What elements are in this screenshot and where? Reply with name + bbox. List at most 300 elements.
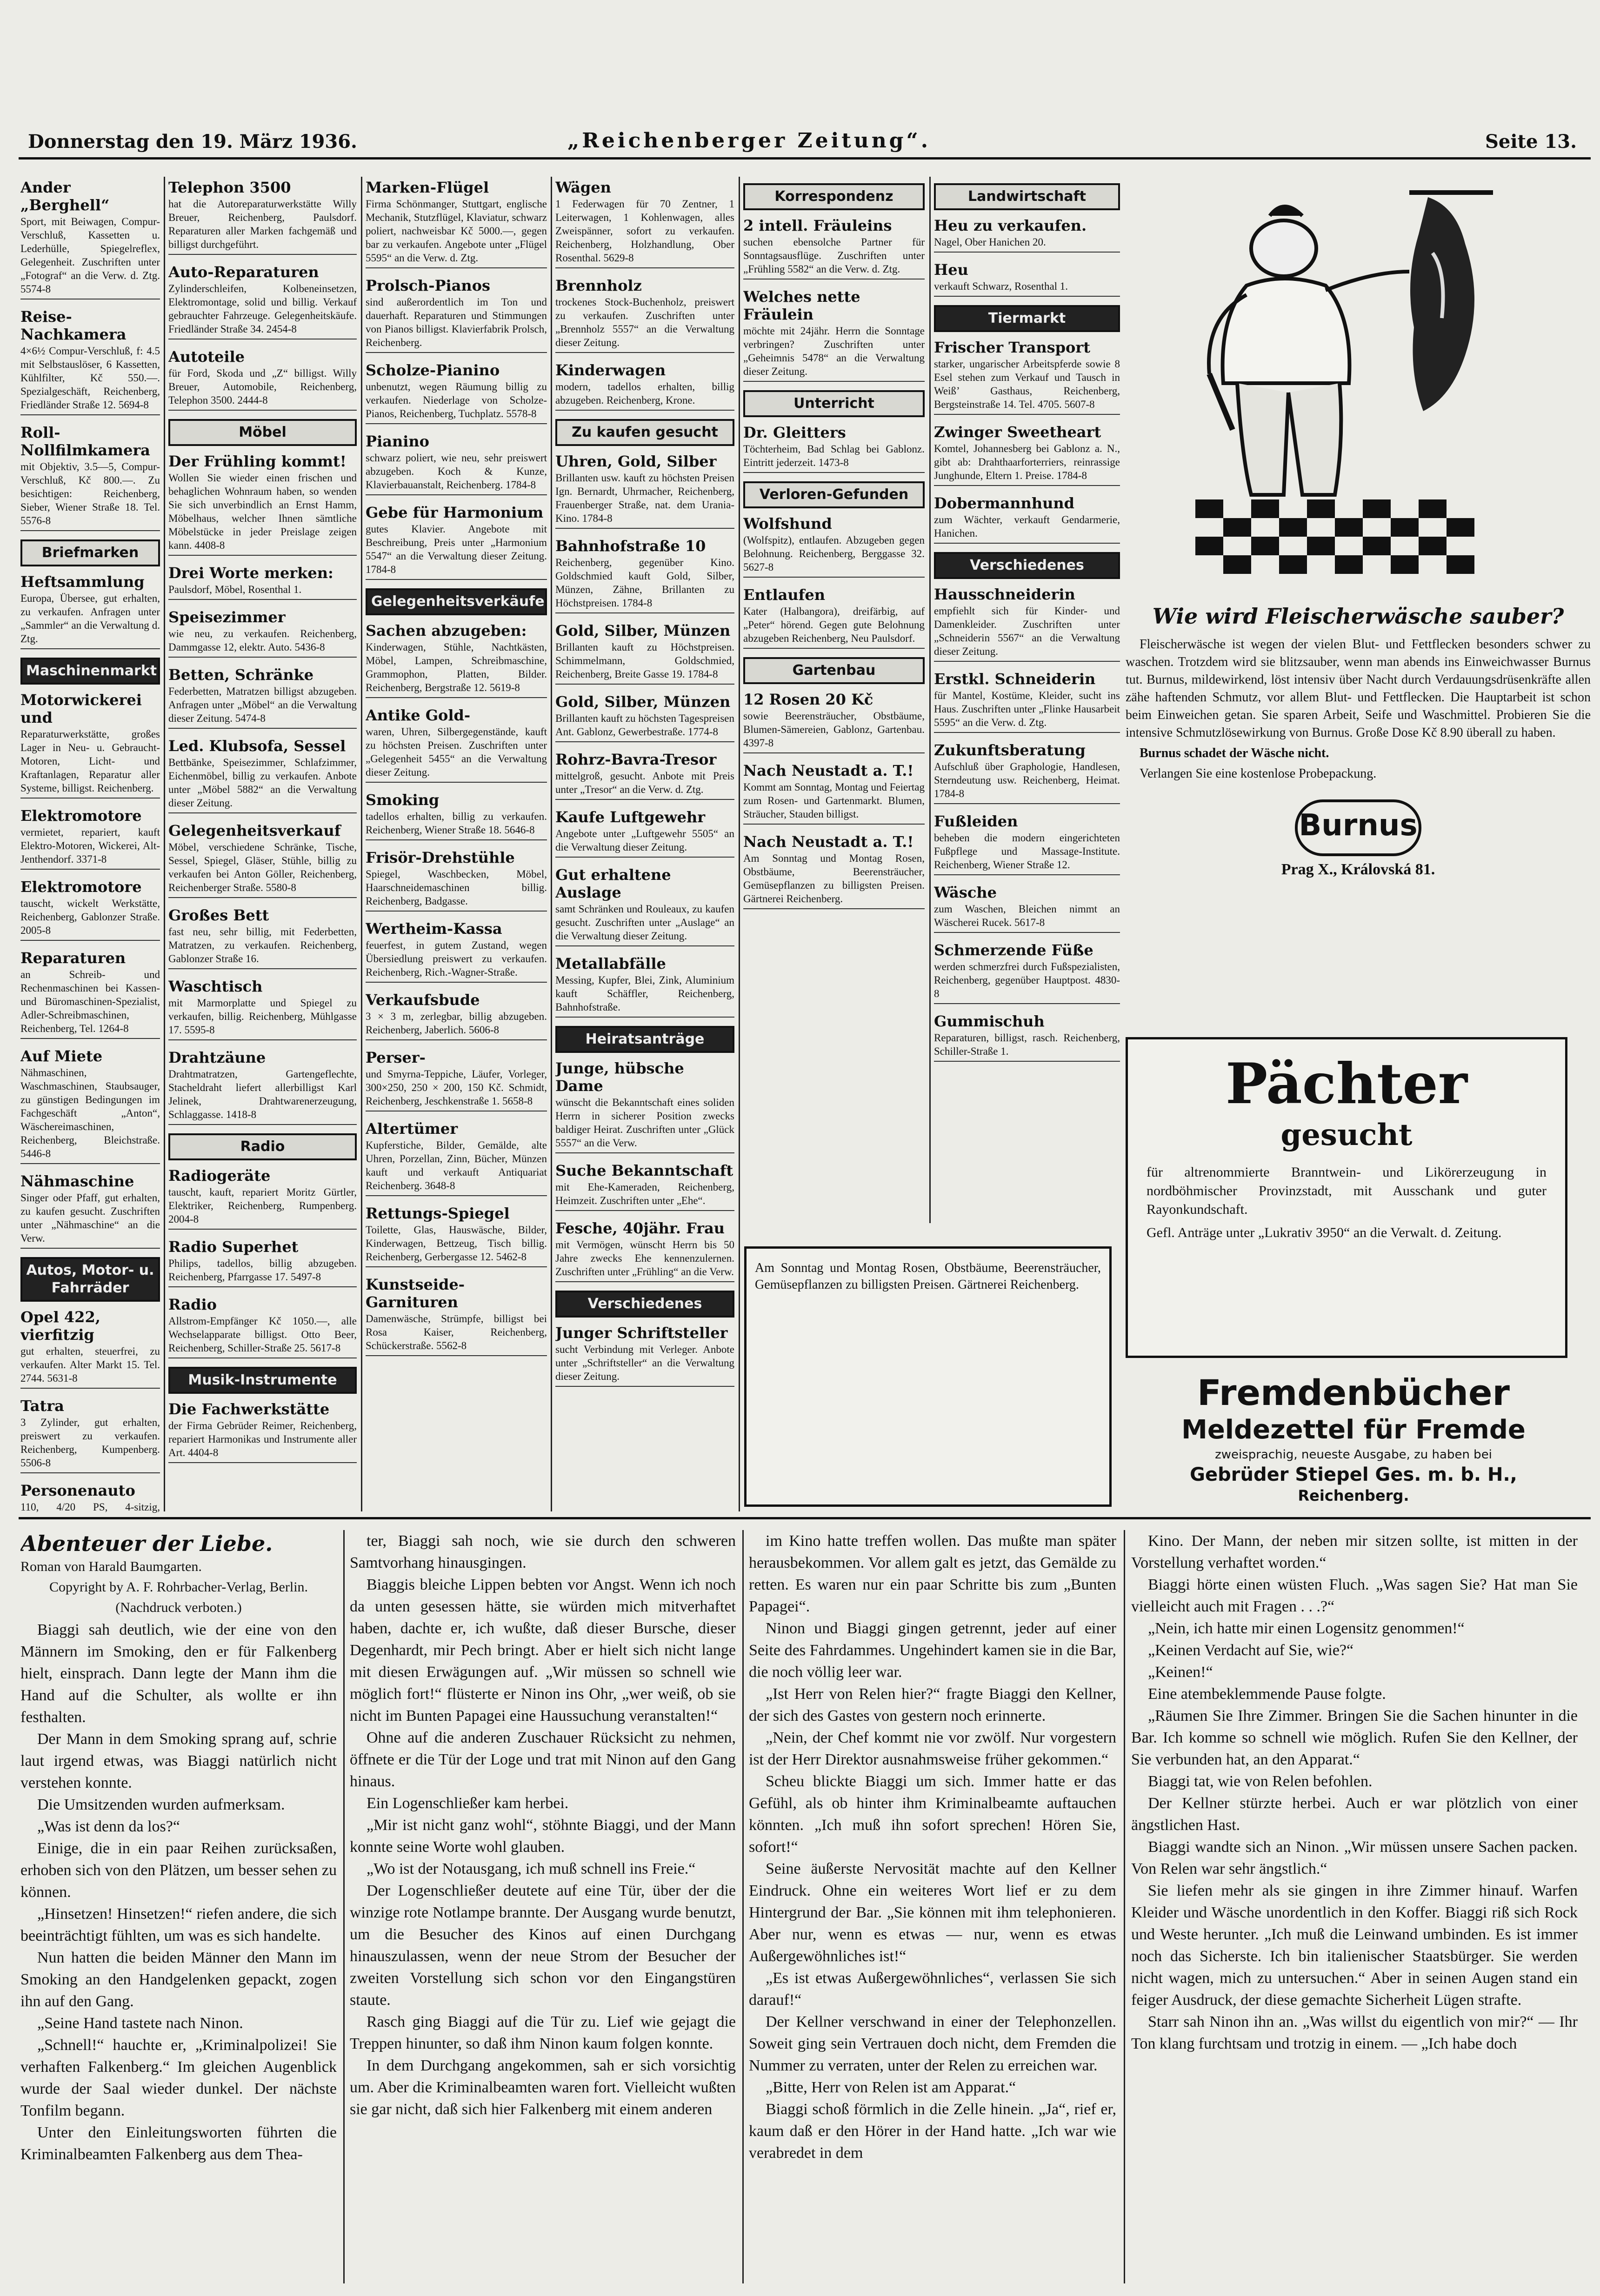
ad-title: Radio Superhet (168, 1238, 299, 1256)
story-paragraph: „Räumen Sie Ihre Zimmer. Bringen Sie die Sachen hinunter in die Bar. Ich komme so schnell wie möglich. Rufen Sie den Kellner, der Sie verbunden hat, an den Apparat.“ (1131, 1707, 1578, 1768)
ad-text: verkauft Schwarz, Rosenthal 1. (934, 280, 1068, 292)
ad-text: Reparaturwerkstätte, großes Lager in Neu- u. Gebraucht-Motoren, Licht- und Kraftanlagen, Reparatur aller Systeme, billigst. Reichenberg. (20, 728, 160, 794)
burnus-logo (1295, 799, 1421, 856)
section-heading: Radio (168, 1133, 357, 1160)
paechter-subhead: gesucht (1280, 1118, 1413, 1152)
classified-ad (934, 741, 1120, 804)
ad-text: Komtel, Johannesberg bei Gablonz a. N., gibt ab: Drahthaarforterriers, reinrassige Junghunde, Eltern 1. Preise. 1784-8 (934, 443, 1120, 481)
section-heading: Briefmarken (20, 539, 160, 566)
classified-ad (934, 812, 1120, 875)
classified-ad (555, 693, 734, 742)
story-paragraph: „Was ist denn da los?“ (37, 1818, 180, 1835)
classifieds-column-4 (555, 179, 734, 1513)
section-heading: Maschinenmarkt (20, 658, 160, 685)
ad-title: Scholze-Pianino (366, 361, 500, 379)
ad-text: an Schreib- und Rechenmaschinen bei Kassen- und Büromaschinen-Spezialist, Adler-Schreibmaschinen, Reichenberg, Tel. 1264-8 (20, 969, 160, 1034)
story-paragraph: Der Kellner stürzte herbei. Auch er war plötzlich von einer ängstlichen Hast. (1131, 1795, 1578, 1834)
classified-ad (366, 706, 547, 783)
ad-text: wünscht die Bekanntschaft eines soliden Herrn in sicherer Position zwecks baldiger Heirat. Zuschriften unter „Glück 5557“ an die Verw. (555, 1097, 734, 1149)
story-paragraph: Kino. Der Mann, der neben mir sitzen sollte, ist mitten in der Vorstellung verhaftet worden.“ (1131, 1532, 1578, 1571)
ad-title: Frischer Transport (934, 339, 1091, 356)
section-heading: Verloren-Gefunden (743, 481, 925, 508)
classified-ad (20, 179, 160, 299)
ad-title: Rettungs-Spiegel (366, 1205, 510, 1222)
column-rule (361, 177, 362, 1511)
story-paragraph: Biaggi sah deutlich, wie der eine von den Männern im Smoking, den er für Falkenberg hielt, einsprach. Dann legte der Mann ihm die Hand auf die Schulter, als wollte er ihn festhalten. (20, 1621, 337, 1726)
classified-ad (366, 791, 547, 840)
ad-text: empfiehlt sich für Kinder- und Damenkleider. Zuschriften unter „Schneiderin 5567“ an die Verwaltung dieser Zeitung. (934, 605, 1120, 657)
ad-text: tadellos erhalten, billig zu verkaufen. Reichenberg, Wiener Straße 18. 5646-8 (366, 811, 547, 836)
story-copyright: Copyright by A. F. Rohrbacher-Verlag, Berlin. (49, 1579, 308, 1595)
story-paragraph: Eine atembeklemmende Pause folgte. (1148, 1685, 1386, 1703)
ad-text: Reichenberg, gegenüber Kino. Goldschmied kauft Gold, Silber, Münzen, Zähne, Brillanten zu Höchstpreisen. 1784-8 (555, 557, 734, 609)
classified-ad (743, 586, 925, 649)
ad-title: Nähmaschine (20, 1172, 134, 1190)
classified-ad (366, 1120, 547, 1196)
ad-title: Hausschneiderin (934, 586, 1075, 603)
issue-date: Donnerstag den 19. März 1936. (28, 131, 357, 153)
ad-text: 1 Federwagen für 70 Zentner, 1 Leiterwagen, 1 Kohlenwagen, alles Zweispänner, sofort zu verkaufen. Reichenberg, Holzhandlung, Ober Rosenthal. 5629-8 (555, 198, 734, 264)
ad-text: 110, 4/20 PS, 4-sitzig, (20, 1501, 160, 1513)
ad-text: Zylinderschleifen, Kolbeneinsetzen, Elektromontage, solid und billig. Verkauf gebrauchter Fahrzeuge. Gelegenheitskäufe. Friedländer Straße 34. 2454-8 (168, 283, 357, 335)
ad-title: Speisezimmer (168, 608, 286, 626)
story-paragraph: „Hinsetzen! Hinsetzen!“ riefen andere, die sich beeinträchtigt fühlten, um was es sich handelte. (20, 1905, 337, 1944)
ad-title: Autoteile (168, 348, 245, 366)
ad-text: Federbetten, Matratzen billigst abzugeben. Anfragen unter „Möbel“ an die Verwaltung dieser Zeitung. 5474-8 (168, 685, 357, 724)
ad-title: Gebe für Harmonium (366, 504, 544, 521)
ad-title: Heu (934, 261, 968, 279)
classified-ad (743, 288, 925, 382)
burnus-logo-text: Burnus (1299, 808, 1418, 843)
ad-text: Wollen Sie wieder einen frischen und behaglichen Wohnraum haben, so wenden Sie sich unverbindlich an Ernst Hamm, Möbelhaus, welcher Ihnen sämtliche Möbelstücke in jeder Preislage zeigen kann. 4408-8 (168, 472, 357, 551)
classified-ad (743, 424, 925, 473)
ad-title: Fesche, 40jähr. Frau (555, 1219, 725, 1237)
section-heading: Landwirtschaft (934, 183, 1120, 210)
ad-title: Brennholz (555, 277, 642, 294)
burnus-slogan: Burnus schadet der Wäsche nicht. (1140, 746, 1329, 760)
ad-text: hat die Autoreparaturwerkstätte Willy Breuer, Reichenberg, Paulsdorf. Reparaturen aller Marken fachgemäß und billigst durchgeführt. (168, 198, 357, 250)
classified-ad (934, 941, 1120, 1004)
ad-text: starker, ungarischer Arbeitspferde sowie 8 Esel stehen zum Verkauf und Tausch in Weiß’ Gasthaus, Reichenberg, Bergsteinstraße 14. Tel. 4705. 5607-8 (934, 358, 1120, 410)
ad-title: Pianino (366, 433, 429, 450)
story-paragraph: Seine äußerste Nervosität machte auf den Kellner Eindruck. Ohne ein weiteres Wort lief er zu dem Hintergrund der Bar. „Sie können mit ihm telephonieren. Aber nur, wenn es etwas — nur, wenn es etwas Außergewöhnliches ist!“ (749, 1860, 1116, 1965)
ad-text: zum Waschen, Bleichen nimmt an Wäscherei Rucek. 5617-8 (934, 903, 1120, 928)
ad-title: Kunstseide-Garnituren (366, 1276, 465, 1311)
ad-title: Auto-Reparaturen (168, 263, 319, 281)
ad-text: Nagel, Ober Hanichen 20. (934, 236, 1046, 248)
story-paragraph: Ein Logenschließer kam herbei. (367, 1795, 569, 1812)
section-heading: Gelegenheitsverkäufe (366, 588, 547, 615)
paechter-body: für altrenommierte Branntwein- und Likörerzeugung in nordböhmischer Provinzstadt, mit Ausschank und guter Rayonkundschaft. (1147, 1165, 1547, 1217)
ad-text: trockenes Stock-Buchenholz, preiswert zu verkaufen. Zuschriften unter „Brennholz 5557“ an die Verwaltung dieser Zeitung. (555, 296, 734, 348)
ad-text: für Ford, Skoda und „Z“ billigst. Willy Breuer, Automobile, Reichenberg, Telephon 3500. 2444-8 (168, 367, 357, 406)
story-paragraph: „Keinen!“ (1148, 1664, 1213, 1681)
ad-text: mit Vermögen, wünscht Herrn bis 50 Jahre zwecks Ehe kennenzulernen. Zuschriften unter „Frühling“ an die Verw. (555, 1239, 734, 1278)
ad-title: Motorwickerei und (20, 691, 142, 726)
ad-title: Smoking (366, 791, 440, 809)
story-paragraph: „Keinen Verdacht auf Sie, wie?“ (1148, 1642, 1354, 1659)
classified-ad (934, 494, 1120, 544)
ad-text: Toilette, Glas, Hauswäsche, Bilder, Kinderwagen, Bettzeug, Tisch billig. Reichenberg, Gerbergasse 12. 5462-8 (366, 1224, 547, 1263)
ad-text: mittelgroß, gesucht. Anbote mit Preis unter „Tresor“ an die Verw. d. Ztg. (555, 770, 734, 795)
ad-text: (Wolfspitz), entlaufen. Abzugeben gegen Belohnung. Reichenberg, Berggasse 32. 5627-8 (743, 534, 925, 573)
ad-title: Junge, hübsche Dame (555, 1059, 684, 1095)
classified-ad (168, 978, 357, 1040)
ad-text: sind außerordentlich im Ton und dauerhaft. Reparaturen und Stimmungen von Pianos billigst. Klavierfabrik Prolsch, Reichenberg. (366, 296, 547, 348)
story-paragraph: Der Kellner verschwand in einer der Telephonzellen. Soweit ging sein Vertrauen doch nicht, dem Fremden die Nummer zu verraten, unter der Relen zu erreichen war. (749, 2013, 1116, 2074)
ad-title: Perser- (366, 1049, 426, 1066)
ad-text: Paulsdorf, Möbel, Rosenthal 1. (168, 584, 302, 595)
ad-title: Wertheim-Kassa (366, 920, 502, 938)
fremdenbuecher-ad (1121, 1372, 1586, 1511)
classified-ad (168, 1167, 357, 1230)
classified-ad (555, 453, 734, 529)
ad-title: Elektromotore (20, 807, 142, 825)
ad-text: Am Sonntag und Montag Rosen, Obstbäume, Beerensträucher, Gemüsepflanzen zu billigsten Preisen. Gärtnerei Reichenberg. (743, 852, 925, 905)
section-heading: Unterricht (743, 390, 925, 417)
running-header (19, 125, 1591, 160)
ad-text: Kupferstiche, Bilder, Gemälde, alte Uhren, Porzellan, Zinn, Bücher, Münzen kauft und verkauft Antiquariat Reichenberg. 3648-8 (366, 1139, 547, 1191)
ad-text: fast neu, sehr billig, mit Federbetten, Matratzen, zu verkaufen. Reichenberg, Gablonzer Straße 16. (168, 926, 357, 965)
story-paragraph: In dem Durchgang angekommen, sah er sich vorsichtig um. Aber die Kriminalbeamten waren fort. Vielleicht wußten sie gar nicht, daß sich hier Falkenberg mit einem anderen (350, 2057, 736, 2118)
column-rule (551, 177, 552, 1511)
ad-title: Kinderwagen (555, 361, 666, 379)
classified-ad (168, 737, 357, 813)
story-paragraph: Unter den Einleitungsworten führten die Kriminalbeamten Falkenberg aus dem Thea- (20, 2124, 337, 2163)
classified-ad (366, 277, 547, 353)
ad-title: Nach Neustadt a. T.! (743, 833, 914, 851)
ad-text: Europa, Übersee, gut erhalten, zu verkaufen. Anfragen unter „Sammler“ an die Verwaltung d. Ztg. (20, 592, 160, 645)
ad-title: Wäsche (934, 884, 997, 901)
story-paragraph: „Seine Hand tastete nach Ninon. (37, 2015, 243, 2032)
classified-ad (168, 348, 357, 411)
classified-ad (168, 179, 357, 255)
ad-text: suchen ebensolche Partner für Sonntagsausflüge. Zuschriften unter „Frühling 5582“ an die Verw. d. Ztg. (743, 236, 925, 275)
ad-title: Gummischuh (934, 1012, 1045, 1030)
classified-ad (555, 1324, 734, 1387)
burnus-headline: Wie wird Fleischerwäsche sauber? (1152, 604, 1564, 629)
ad-title: Gold, Silber, Münzen (555, 622, 731, 639)
story-paragraph: Rasch ging Biaggi auf die Tür zu. Lief wie gejagt die Treppen hinunter, so daß ihm Ninon kaum folgen konnte. (350, 2013, 736, 2052)
classified-ad (366, 504, 547, 580)
story-paragraph: Starr sah Ninon ihn an. „Was willst du eigentlich von mir?“ — Ihr Ton klang furchtsam und trotzig in einem. — „Ich habe doch (1131, 2013, 1578, 2052)
classified-ad (555, 1162, 734, 1211)
section-heading: Tiermarkt (934, 305, 1120, 332)
ad-text: Damenwäsche, Strümpfe, billigst bei Rosa Kaiser, Reichenberg, Schückerstraße. 5562-8 (366, 1313, 547, 1351)
ad-text: Angebote unter „Luftgewehr 5505“ an die Verwaltung dieser Zeitung. (555, 828, 734, 853)
ad-title: Drahtzäune (168, 1049, 266, 1066)
classifieds-column-6 (934, 179, 1120, 1216)
classified-ad (934, 884, 1120, 933)
column-rule (1124, 1530, 1125, 2283)
paechter-headline: Pächter (1225, 1051, 1468, 1117)
story-paragraph: „Es ist etwas Außergewöhnliches“, verlassen Sie sich darauf!“ (749, 1970, 1116, 2009)
classified-ad (168, 1400, 357, 1463)
ad-text: gutes Klavier. Angebote mit Beschreibung, Preis unter „Harmonium 5547“ an die Verwaltung dieser Zeitung. 1784-8 (366, 523, 547, 575)
classified-ad (366, 991, 547, 1040)
classified-ad (555, 1059, 734, 1153)
classified-ad (20, 308, 160, 415)
ad-title: 12 Rosen 20 Kč (743, 691, 873, 708)
classified-ad (366, 179, 547, 268)
story-column-2 (350, 1530, 736, 2274)
burnus-body: Fleischerwäsche ist wegen der vielen Blut- und Fettflecken besonders schwer zu waschen. Trotzdem wird sie blitzsauber, wenn man abends ins Einweichwasser Burnus tut. Burnus, mildewirkend, löst intensiv über Nacht durch Verdauungsdrüsenkräfte allen zähe haftenden Schmutz, vor allem Blut- und Fettflecken. Die Hauptarbeit ist schon beim Einweichen getan. Sie sparen Arbeit, Seife und Waschmittel. Probieren Sie die intensive Schmutzlösewirkung von Burnus. Große Dose Kč 8.90 überall zu haben. (1126, 637, 1591, 740)
ad-title: Radiogeräte (168, 1167, 271, 1185)
ad-title: Die Fachwerkstätte (168, 1400, 330, 1418)
ad-text: Sport, mit Beiwagen, Compur-Verschluß, Kassetten u. Lederhülle, Spiegelreflex, Gelegenheit. Zuschriften unter „Fotograf“ an die Verw. d. Ztg. 5574-8 (20, 216, 160, 295)
ad-text: mit Marmorplatte und Spiegel zu verkaufen, billig. Reichenberg, Mühlgasse 17. 5595-8 (168, 997, 357, 1036)
story-paragraph: „Wo ist der Notausgang, ich muß schnell ins Freie.“ (367, 1860, 696, 1877)
classified-ad (20, 878, 160, 941)
classified-ad (555, 866, 734, 946)
story-paragraph: Ohne auf die anderen Zuschauer Rücksicht zu nehmen, öffnete er die Tür der Loge und trat mit Ninon auf den Gang hinaus. (350, 1729, 736, 1790)
story-column-3 (749, 1530, 1116, 2274)
story-paragraph: ter, Biaggi sah noch, wie sie durch den schweren Samtvorhang hinausgingen. (350, 1532, 736, 1571)
ad-title: Drei Worte merken: (168, 564, 333, 582)
classified-ad (20, 1397, 160, 1473)
ad-title: Waschtisch (168, 978, 263, 995)
classified-ad (168, 1049, 357, 1125)
story-paragraph: „Ist Herr von Relen hier?“ fragte Biaggi den Kellner, der sich des Gastes von gestern noch erinnerte. (749, 1685, 1116, 1724)
classified-ad (555, 622, 734, 685)
ad-text: feuerfest, in gutem Zustand, wegen Übersiedlung preiswert zu verkaufen. Reichenberg, Rich.-Wagner-Straße. (366, 939, 547, 978)
ad-title: Elektromotore (20, 878, 142, 896)
story-paragraph: „Nein, der Chef kommt nie vor zwölf. Nur vorgestern ist der Herr Direktor ausnahmsweise früher gekommen.“ (749, 1729, 1116, 1768)
story-paragraph: Biaggi hörte einen wüsten Fluch. „Was sagen Sie? Hat man Sie vielleicht auch mit Fragen . . .?“ (1131, 1576, 1578, 1615)
ad-title: Schmerzende Füße (934, 941, 1093, 959)
ad-text: tauscht, wickelt Werkstätte, Reichenberg, Gablonzer Straße. 2005-8 (20, 898, 160, 936)
ad-title: Prolsch-Pianos (366, 277, 491, 294)
classified-ad (20, 1172, 160, 1249)
ad-text: wie neu, zu verkaufen. Reichenberg, Dammgasse 12, elektr. Auto. 5436-8 (168, 628, 357, 653)
classified-ad (934, 261, 1120, 297)
ad-text: Möbel, verschiedene Schränke, Tische, Sessel, Spiegel, Gläser, Stühle, billig zu verkaufen bei Anton Göller, Reichenberg, Reichenberger Straße. 5580-8 (168, 841, 357, 893)
ad-text: mit Ehe-Kameraden, Reichenberg, Heimzeit. Zuschriften unter „Ehe“. (555, 1181, 734, 1206)
classifieds-column-2 (168, 179, 357, 1513)
section-heading: Zu kaufen gesucht (555, 419, 734, 446)
ad-title: Zwinger Sweetheart (934, 423, 1101, 441)
classifieds-column-5 (743, 179, 925, 1239)
ad-title: Dobermannhund (934, 494, 1074, 512)
ad-title: Zukunftsberatung (934, 741, 1086, 759)
ad-title: Antike Gold- (366, 706, 471, 724)
classified-ad (366, 1276, 547, 1356)
ad-title: Wolfshund (743, 515, 832, 532)
ad-title: Entlaufen (743, 586, 825, 604)
ad-text: Singer oder Pfaff, gut erhalten, zu kaufen gesucht. Zuschriften unter „Nähmaschine“ an die Verw. (20, 1192, 160, 1244)
classified-ad (366, 622, 547, 698)
ad-title: Bahnhofstraße 10 (555, 537, 706, 555)
ad-title: Uhren, Gold, Silber (555, 453, 717, 470)
ad-title: Reise-Nachkamera (20, 308, 127, 343)
ad-title: Kaufe Luftgewehr (555, 808, 706, 826)
meister-ad (744, 1246, 1112, 1507)
classified-ad (20, 807, 160, 870)
ad-title: Led. Klubsofa, Sessel (168, 737, 346, 755)
meister-ad-text: Am Sonntag und Montag Rosen, Obstbäume, Beerensträucher, Gemüsepflanzen zu billigsten Preisen. Gärtnerei Reichenberg. (755, 1261, 1101, 1292)
ad-text: schwarz poliert, wie neu, sehr preiswert abzugeben. Koch & Kunze, Klavierbauanstalt, Reichenberg. 1784-8 (366, 452, 547, 491)
ad-text: tauscht, kauft, repariert Moritz Gürtler, Elektriker, Reichenberg, Rumpenberg. 2004-8 (168, 1186, 357, 1225)
ad-text: Messing, Kupfer, Blei, Zink, Aluminium kauft Schäffler, Reichenberg, Bahnhofstraße. (555, 974, 734, 1013)
story-paragraph: Biaggi wandte sich an Ninon. „Wir müssen unsere Sachen packen. Von Relen war sehr ängstlich.“ (1131, 1838, 1578, 1877)
classified-ad (934, 217, 1120, 253)
story-paragraph: Der Logenschließer deutete auf eine Tür, über der die winzige rote Notlampe brannte. Der Ausgang wurde benutzt, um die Besucher des Kinos auf einen Durchgang hinauszulassen, wenn der neue Strom der Besucher der zweiten Vorstellung sich schon vor den Eingangstüren staute. (350, 1882, 736, 2009)
burnus-address: Prag X., Královská 81. (1281, 861, 1435, 878)
ad-text: für Mantel, Kostüme, Kleider, sucht ins Haus. Zuschriften unter „Flinke Hausarbeit 5595“ an die Verw. d. Ztg. (934, 690, 1120, 728)
section-heading: Verschiedenes (555, 1291, 734, 1318)
classified-ad (20, 949, 160, 1039)
classified-ad (20, 424, 160, 531)
classified-ad (555, 361, 734, 411)
story-paragraph: Biaggis bleiche Lippen bebten vor Angst. Wenn ich noch da unten gesessen hätte, sie würden mich mitverhaftet haben, dachte er, ich wußte, daß dieser Bursche, dieser Degenhardt, mir Pech bringt. Aber er hielt sich nicht lange mit diesen Erwägungen auf. „Wir müssen so schnell wie möglich fort!“ flüsterte er Ninon ins Ohr, „wer weiß, ob sie nicht im Bunten Papagei eine Haussuchung veranstalten!“ (350, 1576, 736, 1724)
story-paragraph: „Schnell!“ hauchte er, „Kriminalpolizei! Sie verhaften Falkenberg.“ Im gleichen Augenblick wurde der Saal wieder dunkel. Der nächste Tonfilm begann. (20, 2036, 337, 2119)
ad-title: Nach Neustadt a. T.! (743, 762, 914, 779)
fremden-line2: Meldezettel für Fremde (1181, 1415, 1526, 1445)
story-column-4 (1131, 1530, 1578, 2274)
classified-ad (366, 920, 547, 983)
story-column-1 (20, 1530, 337, 2274)
story-paragraph: Einige, die in ein paar Reihen zurücksaßen, erhoben sich von den Plätzen, um besser sehen zu können. (20, 1840, 337, 1901)
classified-ad (20, 573, 160, 649)
classified-ad (366, 849, 547, 912)
ad-title: Wägen (555, 179, 611, 196)
ad-title: Gut erhaltene Auslage (555, 866, 671, 901)
ad-title: Verkaufsbude (366, 991, 480, 1009)
ad-title: Großes Bett (168, 906, 269, 924)
ad-title: Dr. Gleitters (743, 424, 846, 441)
paper-name: „Reichenberger Zeitung“. (567, 129, 931, 153)
story-paragraph: im Kino hatte treffen wollen. Das mußte man später herausbekommen. Vor allem galt es jetzt, das Gemälde zu retten. Es waren nur ein paar Schritte bis zum „Bunten Papagei“. (749, 1532, 1116, 1615)
ad-text: samt Schränken und Rouleaux, zu kaufen gesucht. Zuschriften unter „Auslage“ an die Verwaltung dieser Zeitung. (555, 903, 734, 942)
checkered-floor (1195, 499, 1474, 574)
section-heading: Gartenbau (743, 657, 925, 684)
classified-ad (934, 423, 1120, 486)
butcher-illustration (1130, 179, 1530, 597)
page-number: Seite 13. (1485, 131, 1577, 153)
classified-ad (555, 955, 734, 1018)
ad-title: Radio (168, 1296, 217, 1313)
classified-ad (168, 1296, 357, 1358)
story-paragraph: Die Umsitzenden wurden aufmerksam. (37, 1796, 285, 1813)
ad-text: beheben die modern eingerichteten Fußpflege und Massage-Institute. Reichenberg, Wiener Straße 12. (934, 832, 1120, 871)
story-paragraph: Der Mann in dem Smoking sprang auf, schrie laut irgend etwas, was Biaggi natürlich nicht verstehen konnte. (20, 1730, 337, 1791)
classified-ad (743, 515, 925, 578)
classified-ad (168, 608, 357, 658)
fremden-line4: Gebrüder Stiepel Ges. m. b. H., (1190, 1464, 1517, 1485)
classified-ad (555, 751, 734, 800)
ad-title: Sachen abzugeben: (366, 622, 527, 639)
ad-title: Ander „Berghell“ (20, 179, 110, 214)
classified-ad (934, 339, 1120, 415)
column-rule (343, 1530, 345, 2283)
classified-ad (168, 1238, 357, 1287)
ad-title: Gold, Silber, Münzen (555, 693, 731, 711)
classified-ad (555, 179, 734, 268)
classified-ad (168, 666, 357, 729)
ad-text: Drahtmatratzen, Gartengeflechte, Stacheldraht liefert allerbilligst Karl Jelinek, Drahtwarenerzeugung, Schlaggasse. 1418-8 (168, 1068, 357, 1120)
section-heading: Möbel (168, 419, 357, 446)
ad-text: Aufschluß über Graphologie, Handlesen, Sterndeutung usw. Reichenberg, Heimat. 1784-8 (934, 761, 1120, 799)
story-title: Abenteuer der Liebe. (20, 1531, 273, 1556)
ad-title: Altertümer (366, 1120, 458, 1138)
ad-title: Rohrz-Bavra-Tresor (555, 751, 717, 768)
ad-text: 3 × 3 m, zerlegbar, billig abzugeben. Reichenberg, Jaberlich. 5606-8 (366, 1011, 547, 1036)
column-rule (929, 177, 931, 1223)
classifieds-column-1 (20, 179, 160, 1513)
ad-text: Kinderwagen, Stühle, Nachtkästen, Möbel, Lampen, Schreibmaschine, Grammophon, Platten, Bilder. Reichenberg, Bergstraße 12. 5619-8 (366, 641, 547, 693)
ad-text: möchte mit 24jähr. Herrn die Sonntage verbringen? Zuschriften unter „Geheimnis 5478“ an die Verwaltung dieser Zeitung. (743, 325, 925, 377)
story-paragraph: „Mir ist nicht ganz wohl“, stöhnte Biaggi, und der Mann konnte seine Worte wohl glauben. (350, 1817, 736, 1856)
classified-ad (743, 762, 925, 825)
ad-text: zum Wächter, verkauft Gendarmerie, Hanichen. (934, 514, 1120, 539)
classified-ad (555, 808, 734, 858)
ad-title: Fußleiden (934, 812, 1018, 830)
ad-title: Reparaturen (20, 949, 126, 967)
burnus-ad (1126, 602, 1591, 956)
ad-text: Bettbänke, Speisezimmer, Schlafzimmer, Eichenmöbel, billig zu verkaufen. Anbote unter „Möbel 5882“ an die Verwaltung dieser Zeitung. (168, 757, 357, 809)
section-heading: Autos, Motor- u. Fahrräder (20, 1257, 160, 1302)
ad-text: waren, Uhren, Silbergegenstände, kauft zu höchsten Preisen. Zuschriften unter „Gelegenheit 5455“ an die Verwaltung dieser Zeitung. (366, 726, 547, 778)
ad-title: Metallabfälle (555, 955, 666, 972)
classified-ad (366, 1205, 547, 1267)
hanging-meat (1409, 193, 1493, 411)
classified-ad (20, 1308, 160, 1389)
classifieds-column-3 (366, 179, 547, 1513)
ad-title: Erstkl. Schneiderin (934, 670, 1096, 688)
ad-title: Opel 422, vierfitzig (20, 1308, 100, 1344)
ad-text: Spiegel, Waschbecken, Möbel, Haarschneidemaschinen billig. Reichenberg, Badgasse. (366, 868, 547, 907)
classified-ad (168, 822, 357, 898)
ad-title: Der Frühling kommt! (168, 453, 347, 470)
classified-ad (934, 586, 1120, 662)
ad-title: Betten, Schränke (168, 666, 314, 684)
classified-ad (20, 1482, 160, 1513)
paechter-ad (1126, 1037, 1567, 1358)
classified-ad (934, 1012, 1120, 1062)
ad-text: Kater (Halbangora), dreifärbig, auf „Peter“ hörend. Gegen gute Belohnung abzugeben Reichenberg, Neu Paulsdorf. (743, 606, 925, 644)
ad-text: Nähmaschinen, Waschmaschinen, Staubsauger, zu günstigen Bedingungen im Fachgeschäft „Anton“, Wäschereimaschinen, Reichenberg, Bleichstraße. 5446-8 (20, 1067, 160, 1159)
ad-text: Allstrom-Empfänger Kč 1050.—, alle Wechselapparate billigst. Otto Beer, Reichenberg, Schiller-Straße 25. 5617-8 (168, 1315, 357, 1354)
classified-ad (366, 361, 547, 424)
classified-ad (743, 833, 925, 909)
ad-text: werden schmerzfrei durch Fußspezialisten, Reichenberg, gegenüber Hauptpost. 4830-8 (934, 961, 1120, 999)
classified-ad (366, 433, 547, 495)
classified-ad (168, 906, 357, 969)
story-author: Roman von Harald Baumgarten. (20, 1559, 202, 1574)
story-paragraph: Biaggi tat, wie von Relen befohlen. (1148, 1773, 1373, 1790)
burnus-cta: Verlangen Sie eine kostenlose Probepackung. (1140, 766, 1377, 781)
column-rule (164, 177, 165, 1511)
ad-text: mit Objektiv, 3.5—5, Compur-Verschluß, Kč 800.—. Zu besichtigen: Reichenberg, Sieber, Wiener Straße 18. Tel. 5576-8 (20, 461, 160, 526)
story-paragraph: Biaggi schoß förmlich in die Zelle hinein. „Ja“, rief er, kaum daß er den Hörer in der Hand hatte. „Ich war wie verabredet in dem (749, 2101, 1116, 2162)
classified-ad (168, 453, 357, 556)
classified-ad (366, 1049, 547, 1111)
ad-text: Töchterheim, Bad Schlag bei Gablonz. Eintritt jederzeit. 1473-8 (743, 443, 925, 468)
ad-text: Kommt am Sonntag, Montag und Feiertag zum Rosen- und Gartenmarkt. Blumen, Sträucher, Stauden billigst. (743, 781, 925, 820)
ad-text: und Smyrna-Teppiche, Läufer, Vorleger, 300×250, 250 × 200, 150 Kč. Schmidt, Reichenberg, Jeschkenstraße 1. 5658-8 (366, 1068, 547, 1107)
ad-title: Suche Bekanntschaft (555, 1162, 733, 1179)
classified-ad (934, 670, 1120, 733)
ad-text: modern, tadellos erhalten, billig abzugeben. Reichenberg, Krone. (555, 381, 734, 406)
ad-text: Philips, tadellos, billig abzugeben. Reichenberg, Pfarrgasse 17. 5497-8 (168, 1258, 357, 1283)
ad-text: sowie Beerensträucher, Obstbäume, Blumen-Sämereien, Gablonz, Gartenbau. 4397-8 (743, 710, 925, 749)
ad-title: Heu zu verkaufen. (934, 217, 1087, 234)
ad-title: Welches nette Fräulein (743, 288, 860, 323)
ad-text: 3 Zylinder, gut erhalten, preiswert zu verkaufen. Reichenberg, Kumpenberg. 5506-8 (20, 1417, 160, 1469)
ad-title: Auf Miete (20, 1047, 103, 1065)
ad-text: Brillanten kauft zu Höchstpreisen. Schimmelmann, Goldschmied, Reichenberg, Breite Gasse 19. 1784-8 (555, 641, 734, 680)
fremden-line1: Fremdenbücher (1197, 1372, 1510, 1413)
